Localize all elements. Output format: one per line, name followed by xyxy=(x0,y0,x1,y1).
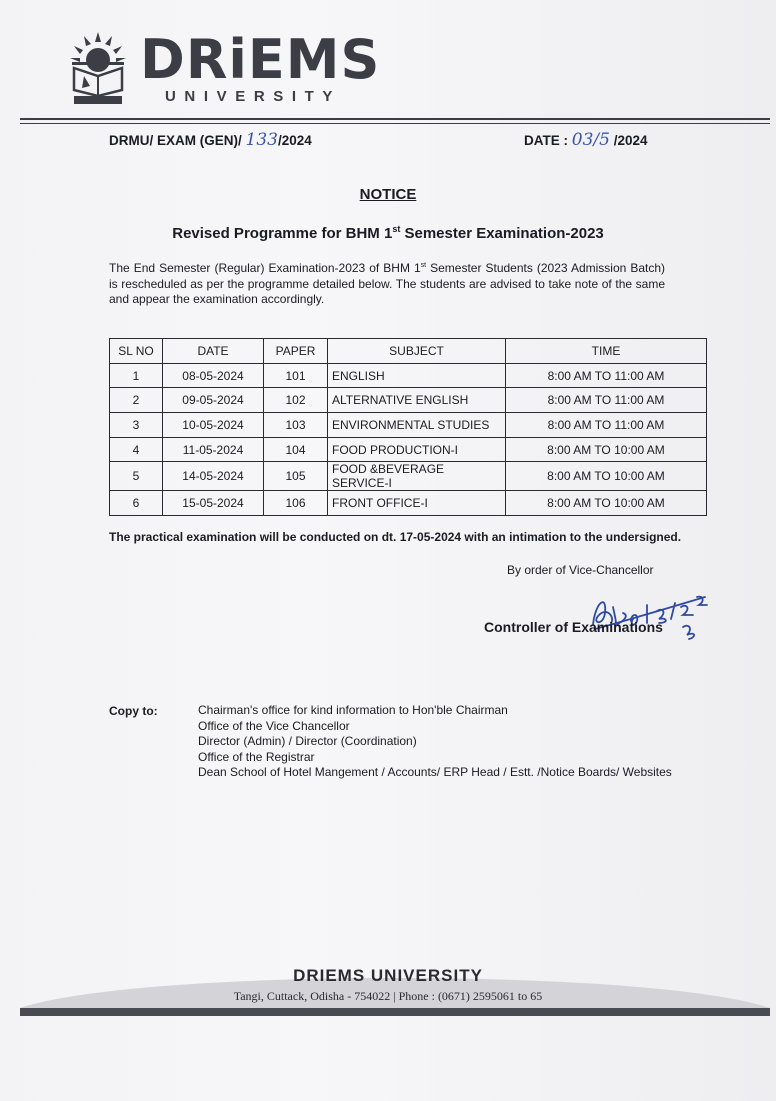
table-row xyxy=(110,413,707,438)
cell-sl-no: 3 xyxy=(110,413,163,438)
header-divider-thin xyxy=(20,123,770,124)
column-header-paper: PAPER xyxy=(264,339,328,364)
column-header-time: TIME xyxy=(506,339,707,364)
notice-subtitle xyxy=(0,224,776,242)
cell-subject: ALTERNATIVE ENGLISH xyxy=(328,388,506,413)
date-handwritten: 03/5 xyxy=(571,130,610,150)
body-text-end: Semester Students (2023 Admission Batch) is rescheduled as per the programme detailed below. The students are advised to take note of the same and appear the examination accordingly. xyxy=(109,261,665,306)
cell-sl-no: 6 xyxy=(110,491,163,516)
column-header-date: DATE xyxy=(163,339,264,364)
list-item: Office of the Registrar xyxy=(198,749,315,764)
column-header-sl-no: SL NO xyxy=(110,339,163,364)
subtitle-text-end: Semester Examination-2023 xyxy=(400,225,604,242)
cell-paper: 101 xyxy=(264,363,328,388)
body-superscript: st xyxy=(420,262,427,269)
cell-time: 8:00 AM TO 10:00 AM xyxy=(506,491,707,516)
table-row xyxy=(110,437,707,462)
table-header-row xyxy=(110,339,707,364)
notice-body xyxy=(109,258,665,308)
cell-time: 8:00 AM TO 11:00 AM xyxy=(506,388,707,413)
subtitle-text-start: Revised Programme for BHM 1 xyxy=(172,225,393,242)
table-row xyxy=(110,462,707,491)
reference-handwritten-number: 133 xyxy=(245,130,278,150)
table-row xyxy=(110,388,707,413)
cell-time: 8:00 AM TO 10:00 AM xyxy=(506,437,707,462)
list-item: Chairman's office for kind information to Hon'ble Chairman xyxy=(198,703,508,717)
date-label: DATE : xyxy=(524,133,572,148)
copy-to-list xyxy=(198,703,672,781)
cell-subject: ENVIRONMENTAL STUDIES xyxy=(328,413,506,438)
cell-time: 8:00 AM TO 11:00 AM xyxy=(506,363,707,388)
university-logo-text: DRiEMS xyxy=(140,28,381,91)
body-text-start: The End Semester (Regular) Examination-2023 of BHM 1 xyxy=(109,261,421,275)
cell-sl-no: 4 xyxy=(110,437,163,462)
cell-time: 8:00 AM TO 10:00 AM xyxy=(506,462,707,491)
cell-sl-no: 2 xyxy=(110,388,163,413)
footer-address: Tangi, Cuttack, Odisha - 754022 | Phone : (0671) 2595061 to 65 xyxy=(233,989,543,1003)
table-row xyxy=(110,491,707,516)
cell-date: 11-05-2024 xyxy=(163,437,264,462)
signatory-designation: Controller of Examinations xyxy=(484,619,663,635)
subtitle-superscript: st xyxy=(392,224,401,234)
practical-exam-note: The practical examination will be conducted on dt. 17-05-2024 with an intimation to the undersigned. xyxy=(109,530,682,544)
table-row xyxy=(110,363,707,388)
list-item: Director (Admin) / Director (Coordination) xyxy=(198,734,417,749)
date-year: /2024 xyxy=(609,133,648,148)
reference-prefix: DRMU/ EXAM (GEN)/ xyxy=(109,133,246,148)
list-item: Office of the Vice Chancellor xyxy=(198,718,350,733)
copy-to-label: Copy to: xyxy=(109,704,158,718)
cell-sl-no: 5 xyxy=(110,462,163,491)
notice-date xyxy=(524,130,647,150)
list-item: Dean School of Hotel Mangement / Accounts/ ERP Head / Estt. /Notice Boards/ Websites xyxy=(198,765,672,780)
university-logo-subtext: UNIVERSITY xyxy=(165,88,342,105)
cell-date: 10-05-2024 xyxy=(163,413,264,438)
cell-date: 08-05-2024 xyxy=(163,363,264,388)
column-header-subject: SUBJECT xyxy=(328,339,506,364)
reference-number xyxy=(109,130,312,150)
cell-subject: FOOD PRODUCTION-I xyxy=(328,437,506,462)
footer-divider xyxy=(20,1008,770,1016)
header-divider xyxy=(20,118,770,120)
cell-subject: FOOD &BEVERAGE SERVICE-I xyxy=(328,462,506,491)
cell-time: 8:00 AM TO 11:00 AM xyxy=(506,413,707,438)
cell-sl-no: 1 xyxy=(110,363,163,388)
cell-date: 15-05-2024 xyxy=(163,491,264,516)
cell-paper: 102 xyxy=(264,388,328,413)
cell-paper: 105 xyxy=(264,462,328,491)
footer-university-name: DRIEMS UNIVERSITY xyxy=(293,966,483,985)
cell-paper: 106 xyxy=(264,491,328,516)
by-order-text: By order of Vice-Chancellor xyxy=(507,563,654,577)
reference-suffix: /2024 xyxy=(277,133,312,148)
university-emblem-icon xyxy=(68,28,128,106)
cell-subject: ENGLISH xyxy=(328,363,506,388)
cell-paper: 103 xyxy=(264,413,328,438)
cell-subject: FRONT OFFICE-I xyxy=(328,491,506,516)
cell-date: 09-05-2024 xyxy=(163,388,264,413)
exam-schedule-table xyxy=(109,338,707,516)
cell-date: 14-05-2024 xyxy=(163,462,264,491)
notice-title: NOTICE xyxy=(359,186,417,203)
cell-paper: 104 xyxy=(264,437,328,462)
